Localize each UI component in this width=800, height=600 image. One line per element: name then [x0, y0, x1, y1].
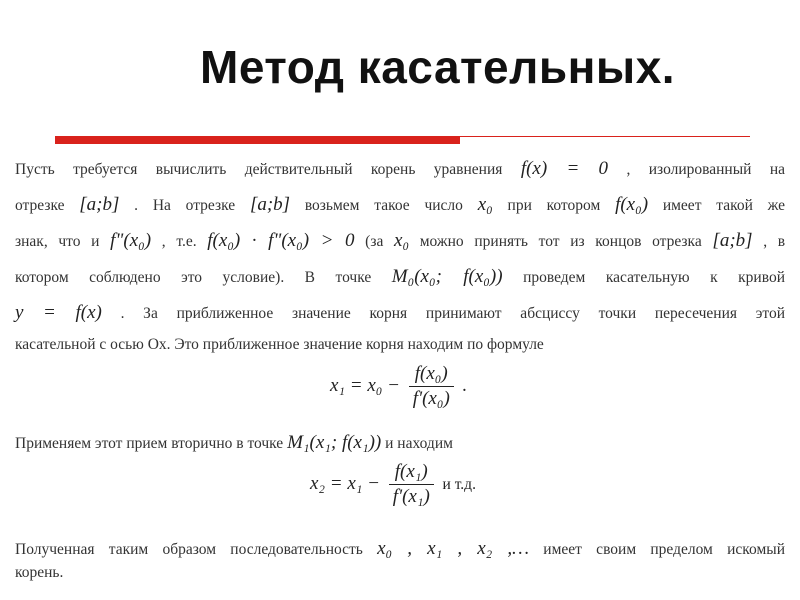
text-span: . На отрезке: [134, 197, 236, 214]
text-span: проведем касательную к кривой: [523, 269, 785, 286]
expr-f-x0: f(x₀): [615, 194, 649, 215]
paragraph-2: [15, 432, 785, 454]
page-title: Метод касательных.: [200, 41, 676, 93]
point-m1: M₁(x₁; f(x₁)): [287, 432, 382, 453]
paragraph-line-2: [15, 194, 785, 216]
text-span: имеет такой же: [662, 197, 786, 214]
segment-ab: [a;b]: [712, 230, 753, 251]
symbol-x0: x₀: [394, 230, 410, 251]
symbol-x0: x₀: [477, 194, 493, 215]
text-span: касательной с осью Ox. Это приближенное значение корня находим по формуле: [15, 336, 544, 353]
segment-ab: [a;b]: [79, 194, 120, 215]
formula-x1: [330, 362, 467, 411]
point-m0: M₀(x₀; f(x₀)): [391, 266, 503, 287]
sequence: x₀ , x₁ , x₂ ,…: [377, 538, 530, 559]
formula-lhs: x₂ = x₁ −: [310, 472, 380, 494]
formula-lhs: x₁ = x₀ −: [330, 374, 400, 396]
fraction-numerator: f(x₀): [409, 362, 454, 387]
paragraph-3-line-2: [15, 564, 785, 582]
text-span: корень.: [15, 564, 64, 581]
text-span: , изолированный на: [626, 161, 786, 178]
expr-f2-x0: f"(x₀): [110, 230, 152, 251]
formula-tail: .: [462, 374, 468, 396]
paragraph-line-1: [15, 158, 785, 180]
paragraph-line-6: [15, 336, 785, 354]
text-span: . За приближенное значение корня принимают абсциссу точки пересечения этой: [120, 305, 786, 322]
paragraph-line-4: [15, 266, 785, 288]
text-span: Применяем этот прием вторично в точке: [15, 435, 284, 452]
segment-ab: [a;b]: [249, 194, 291, 215]
text-span: (за: [365, 233, 384, 250]
title-underline-thin: [460, 136, 750, 137]
paragraph-line-5: [15, 302, 785, 324]
equation-y-fx: y = f(x): [15, 302, 102, 323]
text-span: и находим: [385, 435, 453, 452]
text-span: знак, что и: [15, 233, 100, 250]
formula-tail: и т.д.: [442, 475, 476, 493]
fraction: [409, 362, 454, 411]
text-span: возьмем такое число: [304, 197, 463, 214]
text-span: Полученная таким образом последовательность: [15, 541, 363, 558]
formula-x2: [310, 460, 476, 509]
fraction-denominator: f'(x₀): [412, 388, 450, 409]
text-span: , т.е.: [161, 233, 197, 250]
fraction-numerator: f(x₁): [389, 460, 434, 485]
title-underline-thick: [55, 136, 460, 144]
text-span: отрезке: [15, 197, 65, 214]
text-span: котором соблюдено это условие). В точке: [15, 269, 372, 286]
paragraph-line-3: [15, 230, 785, 252]
text-span: Пусть требуется вычислить действительный корень уравнения: [15, 161, 503, 178]
text-span: при котором: [507, 197, 601, 214]
equation-fx-zero: f(x) = 0: [520, 158, 609, 179]
paragraph-3-line-1: [15, 538, 785, 560]
fraction: [389, 460, 434, 509]
inequality: f(x₀) · f"(x₀) > 0: [207, 230, 355, 251]
fraction-denominator: f'(x₁): [392, 486, 430, 507]
text-span: имеет своим пределом искомый: [543, 541, 786, 558]
text-span: , в: [763, 233, 786, 250]
text-span: можно принять тот из концов отрезка: [419, 233, 702, 250]
